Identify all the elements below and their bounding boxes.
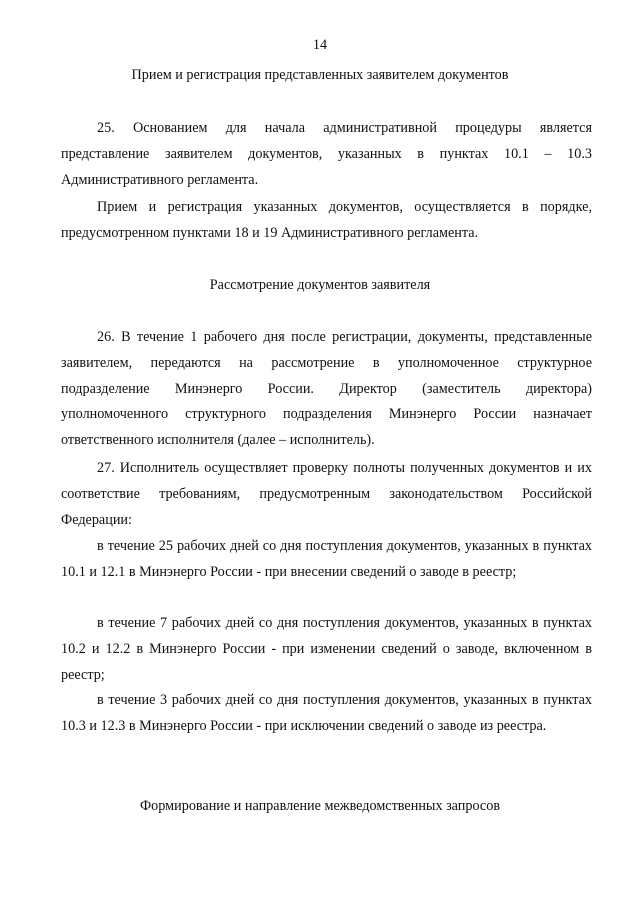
page-number: 14	[312, 37, 328, 53]
paragraph-25: 25. Основанием для начала административной процедуры является представление заявителем документов, указанных в пунктах 10.1 – 10.3 Административного регламента.	[61, 120, 592, 188]
section-heading-interagency-requests: Формирование и направление межведомственных запросов	[139, 798, 501, 814]
paragraph-term-3-days: в течение 3 рабочих дней со дня поступления документов, указанных в пунктах 10.3 и 12.3 в Минэнерго России - при исключении сведений о заводе из реестра.	[61, 692, 592, 734]
paragraph-26: 26. В течение 1 рабочего дня после регистрации, документы, представленные заявителем, передаются на рассмотрение в уполномоченное структурное подразделение Минэнерго России. Директор (заместитель директора) уполномоченного структурного подразделения Минэнерго России назначает ответственного исполнителя (далее – исполнитель).	[61, 329, 592, 449]
section-heading-reception: Прием и регистрация представленных заявителем документов	[131, 67, 509, 83]
paragraph-term-25-days: в течение 25 рабочих дней со дня поступления документов, указанных в пунктах 10.1 и 12.1 в Минэнерго России - при внесении сведений о заводе в реестр;	[61, 538, 592, 580]
section-heading-review: Рассмотрение документов заявителя	[209, 277, 431, 293]
paragraph-term-7-days: в течение 7 рабочих дней со дня поступления документов, указанных в пунктах 10.2 и 12.2 в Минэнерго России - при изменении сведений о заводе, включенном в реестр;	[61, 615, 592, 683]
paragraph-27: 27. Исполнитель осуществляет проверку полноты полученных документов и их соответствие требованиям, предусмотренным законодательством Российской Федерации:	[61, 460, 592, 528]
paragraph-reception-registration: Прием и регистрация указанных документов, осуществляется в порядке, предусмотренном пунктами 18 и 19 Административного регламента.	[61, 199, 592, 241]
